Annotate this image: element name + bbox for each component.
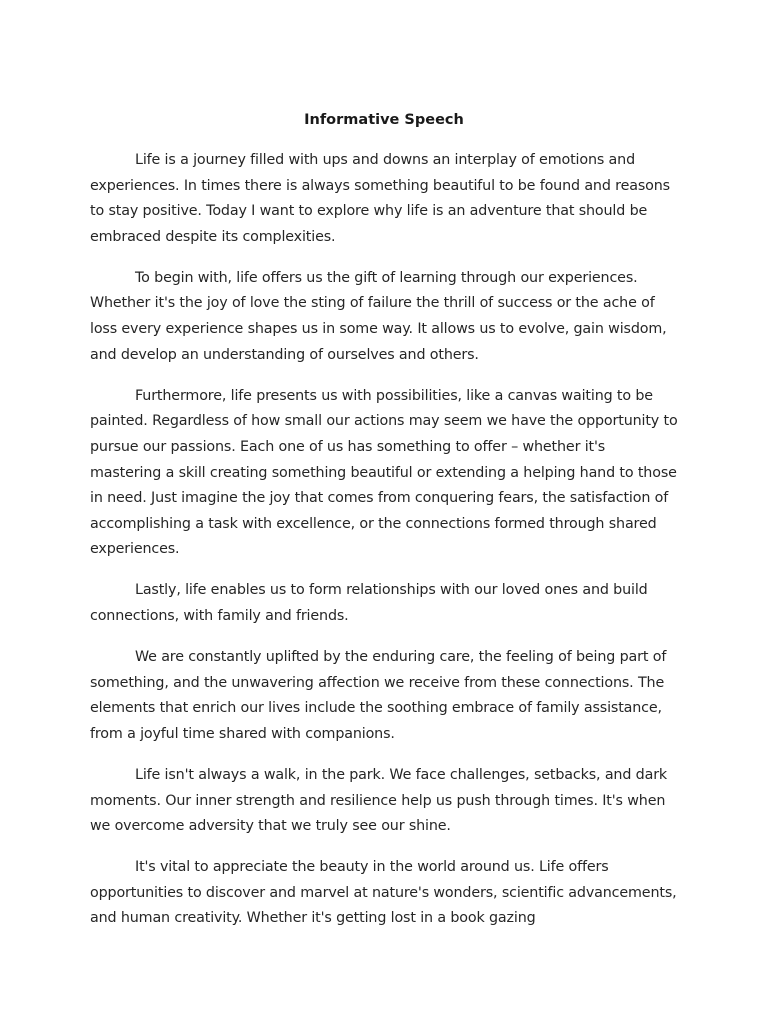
paragraph-6: Life isn't always a walk, in the park. We face challenges, setbacks, and dark moments. Our inner strength and resilience help us push through times. It's when we overcome adversity that we truly see our shine.	[90, 766, 668, 835]
paragraph-7: It's vital to appreciate the beauty in the world around us. Life offers opportunities to discover and marvel at nature's wonders, scientific advancements, and human creativity. Whether it's getting lost in a book gazing	[90, 859, 677, 927]
document-body	[90, 148, 680, 948]
paragraph-1: Life is a journey filled with ups and downs an interplay of emotions and experiences. In times there is always something beautiful to be found and reasons to stay positive. Today I want to explore why life is an adventure that should be embraced despite its complexities.	[90, 152, 670, 245]
paragraph-3: Furthermore, life presents us with possibilities, like a canvas waiting to be painted. Regardless of how small our actions may seem we have the opportunity to pursue our passions. Each one of us has something to offer – whether it's mastering a skill creating something beautiful or extending a helping hand to those in need. Just imagine the joy that comes from conquering fears, the satisfaction of accomplishing a task with excellence, or the connections formed through shared experiences.	[90, 387, 678, 558]
paragraph-2: To begin with, life offers us the gift of learning through our experiences. Whether it's the joy of love the sting of failure the thrill of success or the ache of loss every experience shapes us in some way. It allows us to evolve, gain wisdom, and develop an understanding of ourselves and others.	[90, 269, 667, 363]
paragraph-4: Lastly, life enables us to form relationships with our loved ones and build connections, with family and friends.	[90, 582, 648, 624]
paragraph-5: We are constantly uplifted by the enduring care, the feeling of being part of something, and the unwavering affection we receive from these connections. The elements that enrich our lives include the soothing embrace of family assistance, from a joyful time shared with companions.	[90, 649, 667, 742]
document-title: Informative Speech	[304, 112, 464, 128]
